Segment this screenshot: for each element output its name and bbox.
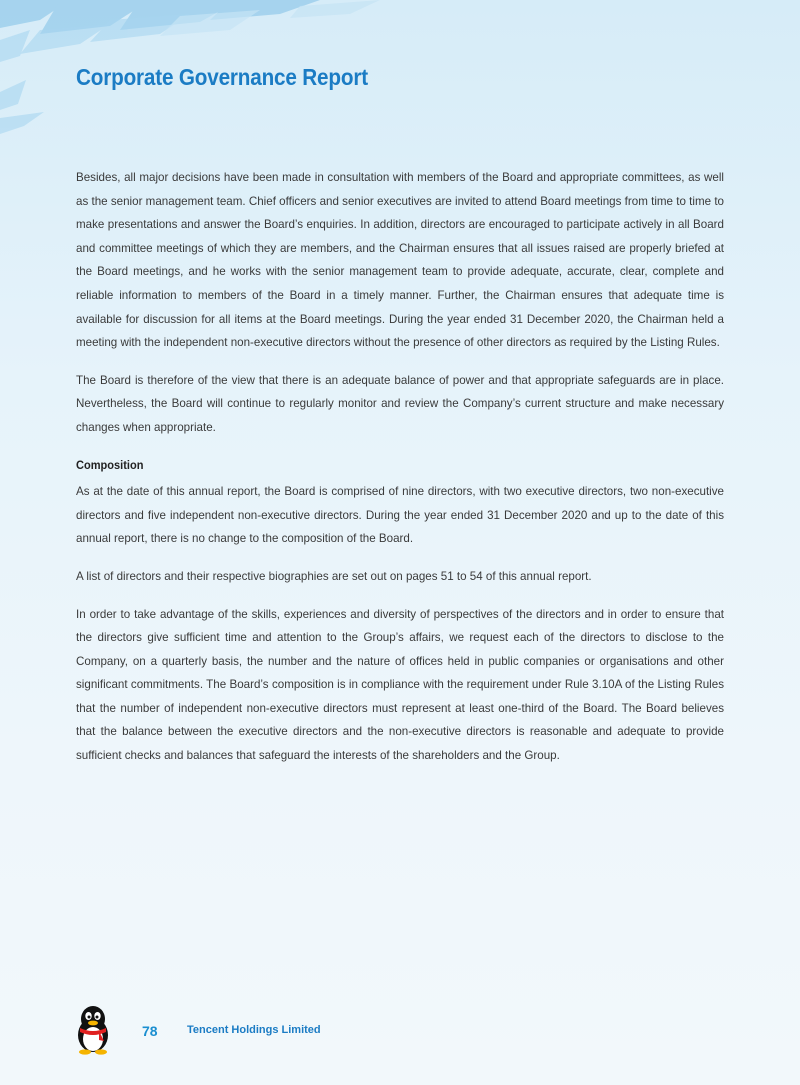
penguin-logo-icon [70, 1003, 116, 1055]
page-title: Corporate Governance Report [76, 64, 368, 90]
paragraph-balance-of-power: The Board is therefore of the view that there is an adequate balance of power and that appropriate safeguards are in place. Nevertheless, the Board will continue to regularly monitor and review the Company’s current structure and make necessary changes when appropriate. [76, 373, 724, 434]
paragraph-decisions: Besides, all major decisions have been made in consultation with members of the Board and appropriate committees, as well as the senior management team. Chief officers and senior executives are invited to attend Board meetings from time to time to make presentations and answer the Board’s enquiries. In addition, directors are encouraged to participate actively in all Board and committee meetings of which they are members, and the Chairman ensures that all issues raised are properly briefed at the Board meetings, and he works with the senior management team to provide adequate, accurate, clear, complete and reliable information to members of the Board in a timely manner. Further, the Chairman ensures that adequate time is available for discussion for all items at the Board meetings. During the year ended 31 December 2020, the Chairman held a meeting with the independent non-executive directors without the presence of other directors as required by the Listing Rules. [76, 171, 724, 350]
page-number: 78 [142, 1023, 158, 1039]
page-footer [70, 1003, 370, 1063]
section-heading-composition: Composition [76, 457, 144, 472]
paragraph-biographies: A list of directors and their respective biographies are set out on pages 51 to 54 of this annual report. [76, 569, 592, 583]
paragraph-director-commitments: In order to take advantage of the skills, experiences and diversity of perspectives of the directors and in order to ensure that the directors give sufficient time and attention to the Group’s affairs, we request each of the directors to disclose to the Company, on a quarterly basis, the number and the nature of offices held in public companies or organisations and other significant commitments. The Board’s composition is in compliance with the requirement under Rule 3.10A of the Listing Rules that the number of independent non-executive directors must represent at least one-third of the Board. The Board believes that the balance between the executive directors and the non-executive directors is reasonable and adequate to provide sufficient checks and balances that safeguard the interests of the shareholders and the Group. [76, 607, 724, 763]
report-body [76, 166, 724, 782]
company-name: Tencent Holdings Limited [187, 1024, 321, 1036]
paragraph-board-composition: As at the date of this annual report, the Board is comprised of nine directors, with two executive directors, two non-executive directors and five independent non-executive directors. During the year ended 31 December 2020 and up to the date of this annual report, there is no change to the composition of the Board. [76, 485, 724, 546]
